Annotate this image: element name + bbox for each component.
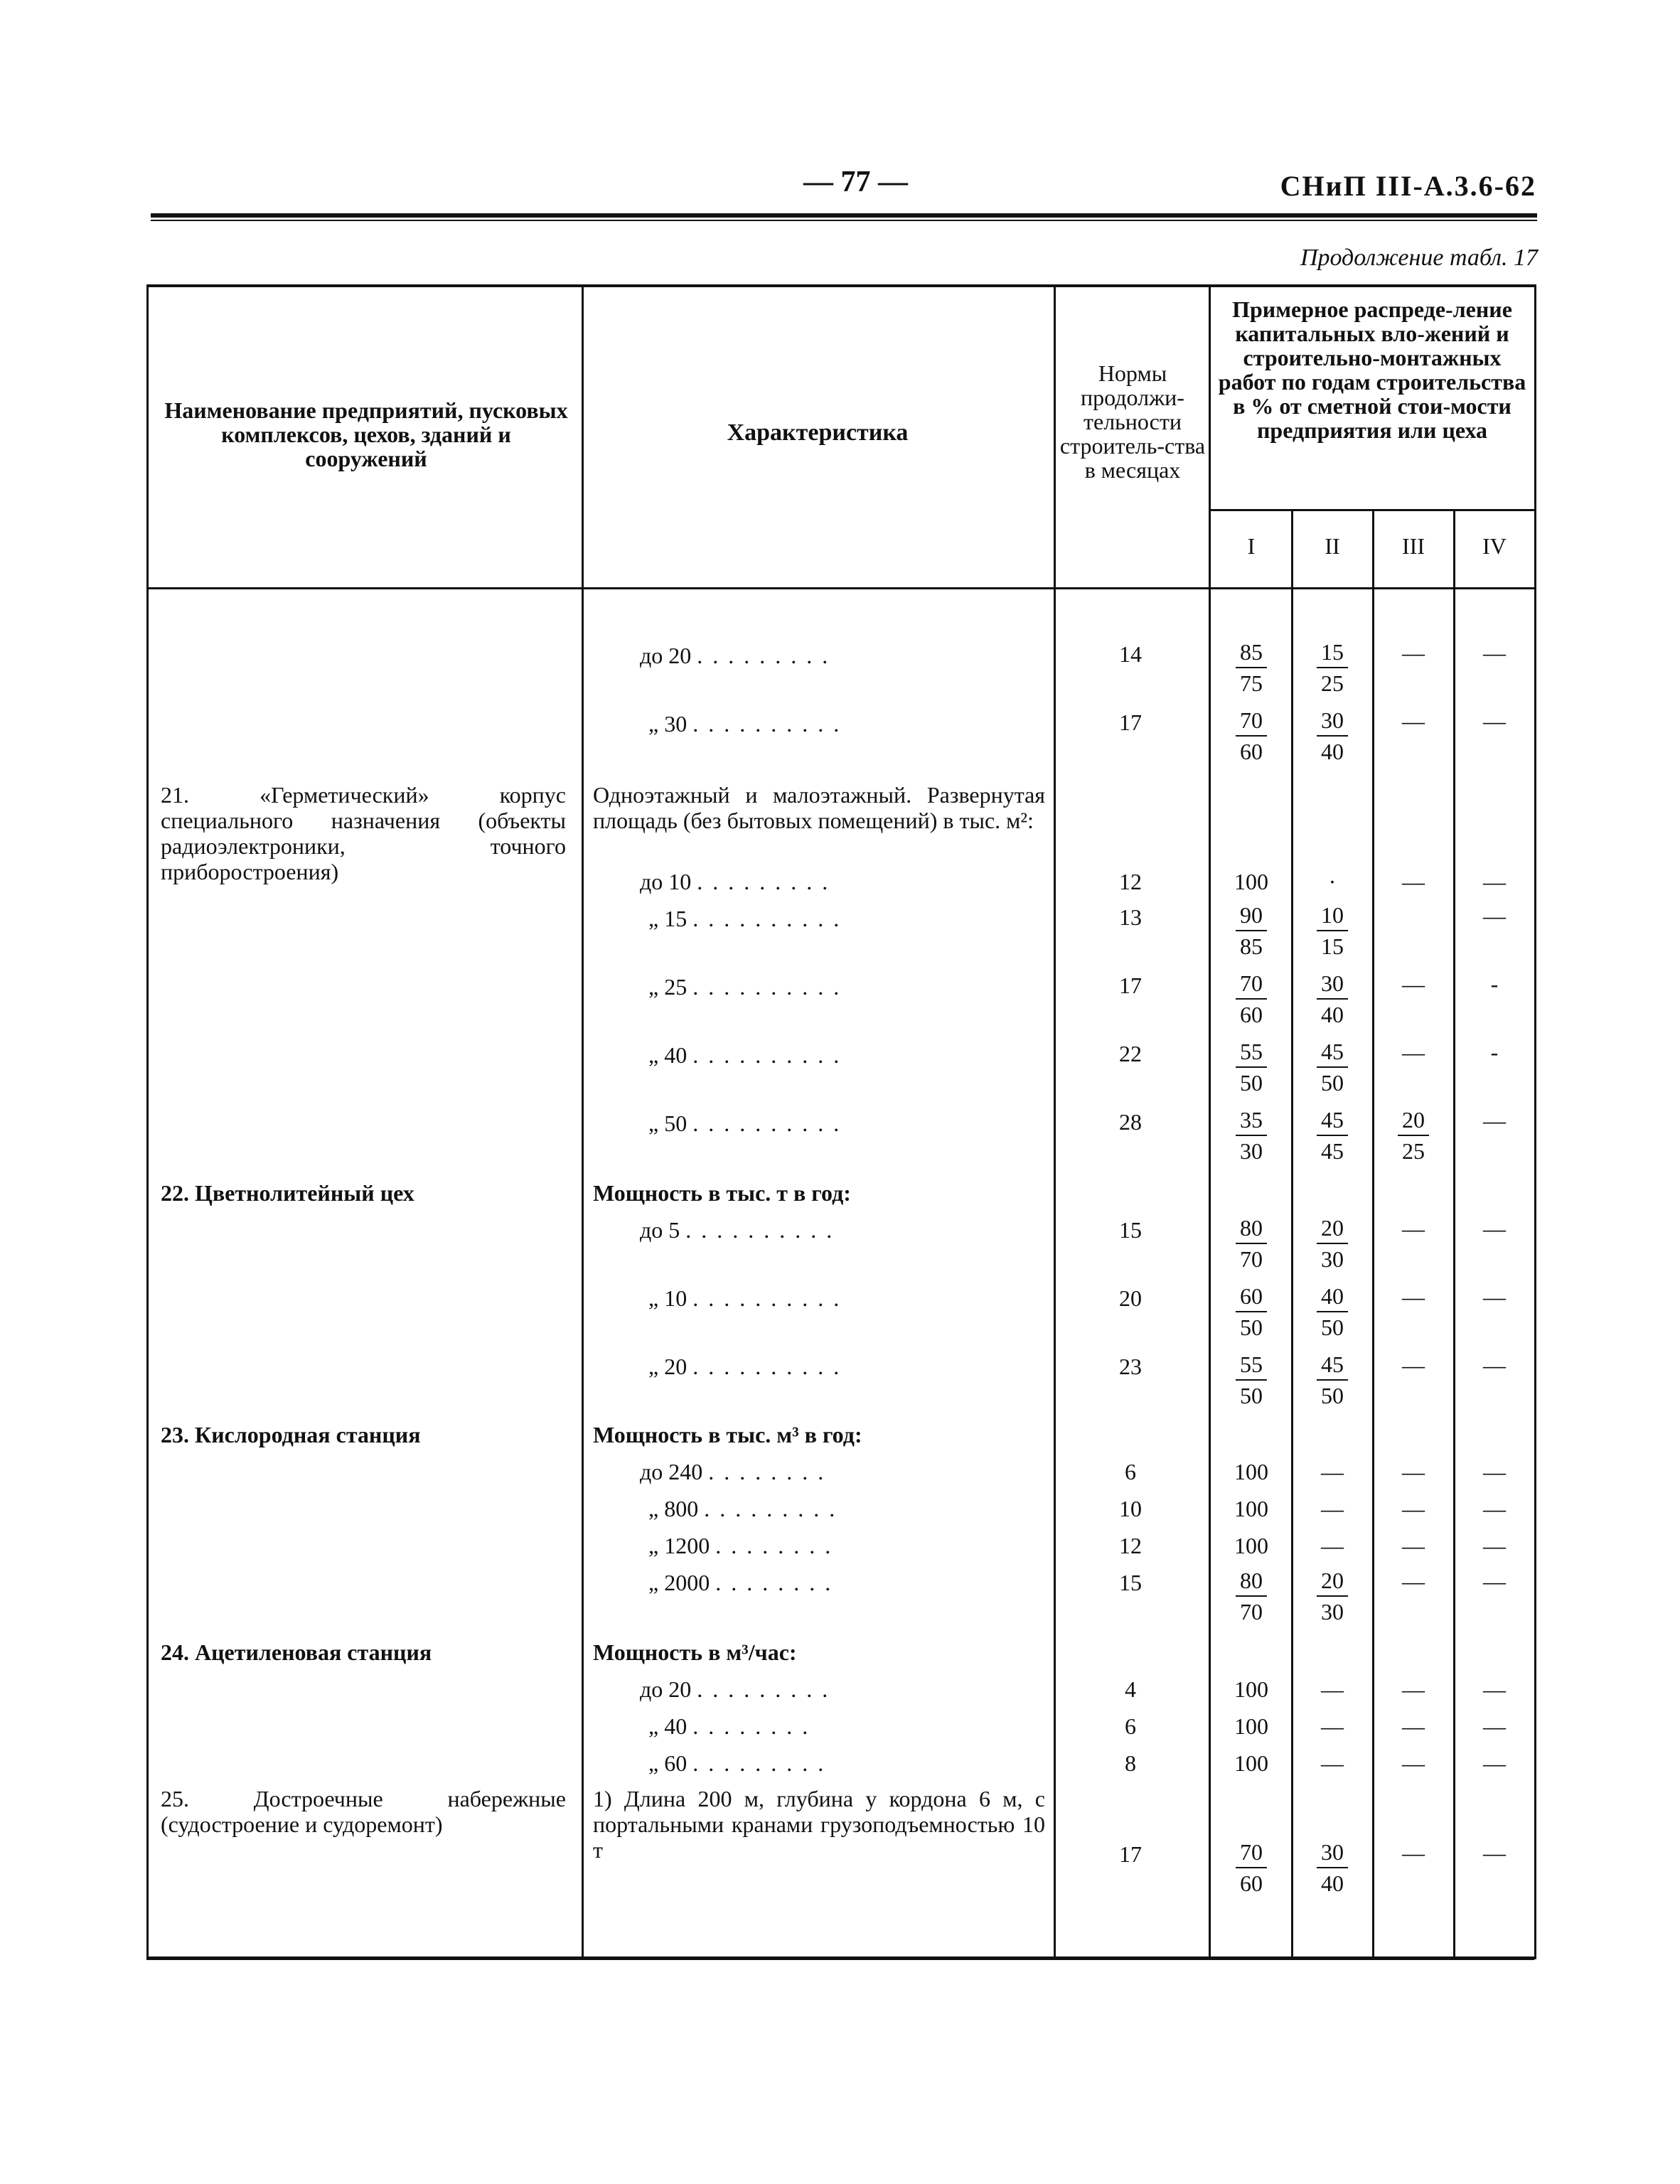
- year1-fraction: $\frac{70}{60}$: [1216, 1837, 1287, 1898]
- year4-value: —: [1483, 1840, 1506, 1866]
- year1-fraction: $\frac{55}{50}$: [1216, 1037, 1287, 1098]
- norm-value: 17: [1119, 1841, 1142, 1867]
- header-year-2: II: [1325, 533, 1340, 559]
- year4-value: —: [1483, 1750, 1506, 1776]
- char-header: Одноэтажный и малоэтажный. Развернутая площадь (без бытовых помещений) в тыс. м²:: [593, 782, 1045, 833]
- year3-value: —: [1402, 1352, 1425, 1378]
- header-year-4: IV: [1482, 533, 1507, 559]
- year3-value: —: [1402, 1496, 1425, 1521]
- year4-value: —: [1483, 1713, 1506, 1739]
- year4-value: —: [1483, 708, 1506, 734]
- year1-fraction: $\frac{80}{70}$: [1216, 1213, 1287, 1274]
- norm-value: 8: [1125, 1750, 1136, 1776]
- year4-value: —: [1483, 903, 1506, 928]
- char-row: до 240 ........: [640, 1459, 834, 1484]
- char-row: „ 1200 ........: [648, 1533, 841, 1558]
- year4-value: —: [1483, 1284, 1506, 1310]
- char-row: „ 800 .........: [648, 1496, 845, 1521]
- header-norms: Нормы продолжи-тельности строитель-ства в месяцах: [1059, 360, 1206, 483]
- header-name: Наименование предприятий, пусковых комплексов, цехов, зданий и сооружений: [164, 397, 568, 471]
- year2-value: —: [1321, 1750, 1344, 1776]
- item-name: 25. Достроечные набережные (судостроение и судоремонт): [161, 1786, 566, 1837]
- year2-value: —: [1321, 1713, 1344, 1739]
- year1-value: 100: [1234, 1459, 1268, 1484]
- year1-value: 100: [1234, 869, 1268, 894]
- year3-fraction: $\frac{20}{25}$: [1378, 1105, 1449, 1166]
- year2-value: —: [1321, 1459, 1344, 1484]
- year2-fraction: $\frac{20}{30}$: [1297, 1565, 1368, 1627]
- year2-value: —: [1321, 1496, 1344, 1521]
- col-divider-norms: [1209, 284, 1211, 1959]
- year2-fraction: $\frac{45}{50}$: [1297, 1349, 1368, 1410]
- item-name: 21. «Герметический» корпус специального назначения (объекты радиоэлектроники, точного приборостроения): [161, 782, 566, 884]
- col-divider-y3: [1453, 509, 1455, 1959]
- year2-fraction: $\frac{30}{40}$: [1297, 968, 1368, 1029]
- col-divider-char: [1054, 284, 1056, 1959]
- year3-value: —: [1402, 1533, 1425, 1558]
- year2-fraction: $\frac{30}{40}$: [1297, 705, 1368, 766]
- year1-value: 100: [1234, 1750, 1268, 1776]
- norm-value: 15: [1119, 1217, 1142, 1243]
- header-characteristic: Характеристика: [727, 419, 909, 446]
- year3-value: —: [1402, 1568, 1425, 1594]
- header-rule-thin: [151, 220, 1537, 221]
- norm-value: 17: [1119, 710, 1142, 735]
- char-row: „ 15 ..........: [648, 906, 850, 931]
- year1-fraction: $\frac{80}{70}$: [1216, 1565, 1287, 1627]
- year4-value: —: [1483, 1216, 1506, 1241]
- norm-value: 23: [1119, 1354, 1142, 1379]
- year2-fraction: $\frac{40}{50}$: [1297, 1281, 1368, 1342]
- norm-value: 14: [1119, 641, 1142, 667]
- table-header-bottom-border: [146, 587, 1534, 589]
- char-row: „ 2000 ........: [648, 1570, 841, 1595]
- year-header-top-border: [1209, 509, 1534, 511]
- year1-value: 100: [1234, 1533, 1268, 1558]
- year4-value: —: [1483, 1533, 1506, 1558]
- year3-value: —: [1402, 708, 1425, 734]
- year1-fraction: $\frac{70}{60}$: [1216, 705, 1287, 766]
- year3-value: —: [1402, 1216, 1425, 1241]
- year4-value: -: [1490, 971, 1499, 997]
- header-distribution: Примерное распреде-ление капитальных вло-жений и строительно-монтажных работ по годам строительства в % от сметной стои-мости предприятия или цеха: [1218, 296, 1526, 443]
- char-header: Мощность в тыс. м³ в год:: [593, 1422, 862, 1447]
- item-name: 24. Ацетиленовая станция: [161, 1639, 432, 1665]
- year2-value: —: [1321, 1533, 1344, 1558]
- year2-fraction: $\frac{15}{25}$: [1297, 637, 1368, 698]
- year2-fraction: $\frac{30}{40}$: [1297, 1837, 1368, 1898]
- norm-value: 20: [1119, 1285, 1142, 1311]
- char-header: Мощность в м³/час:: [593, 1639, 797, 1665]
- year1-fraction: $\frac{60}{50}$: [1216, 1281, 1287, 1342]
- year2-fraction: $\frac{20}{30}$: [1297, 1213, 1368, 1274]
- year4-value: -: [1490, 1039, 1499, 1065]
- year2-value: —: [1321, 1676, 1344, 1702]
- year2-fraction: $\frac{45}{50}$: [1297, 1037, 1368, 1098]
- year3-value: —: [1402, 971, 1425, 997]
- year2-fraction: $\frac{45}{45}$: [1297, 1105, 1368, 1166]
- year3-value: —: [1402, 1713, 1425, 1739]
- char-row: „ 25 ..........: [648, 974, 850, 1000]
- header-rule-thick: [151, 213, 1537, 218]
- item-name: 22. Цветнолитейный цех: [161, 1180, 414, 1206]
- year2-value: ·: [1328, 869, 1337, 894]
- year4-value: —: [1483, 869, 1506, 894]
- year3-value: —: [1402, 1676, 1425, 1702]
- char-row: до 20 .........: [640, 643, 838, 668]
- year4-value: —: [1483, 1568, 1506, 1594]
- norm-value: 12: [1119, 869, 1142, 894]
- year1-value: 100: [1234, 1713, 1268, 1739]
- table-top-border: [146, 284, 1534, 287]
- year1-fraction: $\frac{85}{75}$: [1216, 637, 1287, 698]
- year4-value: —: [1483, 1459, 1506, 1484]
- char-row: до 10 .........: [640, 869, 838, 894]
- year3-value: —: [1402, 1284, 1425, 1310]
- col-divider-left: [146, 284, 149, 1959]
- header-year-3: III: [1402, 533, 1425, 559]
- char-row: „ 10 ..........: [648, 1285, 850, 1311]
- page-number: — 77 —: [803, 166, 908, 198]
- item-name: 23. Кислородная станция: [161, 1422, 421, 1447]
- year3-value: —: [1402, 1750, 1425, 1776]
- year1-fraction: $\frac{55}{50}$: [1216, 1349, 1287, 1410]
- year4-value: —: [1483, 1676, 1506, 1702]
- year4-value: —: [1483, 1108, 1506, 1133]
- norm-value: 15: [1119, 1570, 1142, 1595]
- header-year-1: I: [1247, 533, 1256, 559]
- year3-value: —: [1402, 1459, 1425, 1484]
- year3-value: —: [1402, 640, 1425, 665]
- norm-value: 28: [1119, 1109, 1142, 1135]
- year1-value: 100: [1234, 1496, 1268, 1521]
- norm-value: 6: [1125, 1459, 1136, 1484]
- char-header: 1) Длина 200 м, глубина у кордона 6 м, с портальными кранами грузоподъемностью 10 т: [593, 1786, 1045, 1863]
- char-row: „ 40 ........: [648, 1713, 818, 1739]
- year1-fraction: $\frac{70}{60}$: [1216, 968, 1287, 1029]
- char-row: „ 30 ..........: [648, 711, 850, 737]
- year3-value: —: [1402, 1840, 1425, 1866]
- year4-value: —: [1483, 640, 1506, 665]
- char-row: „ 40 ..........: [648, 1042, 850, 1068]
- year2-fraction: $\frac{10}{15}$: [1297, 900, 1368, 961]
- year3-value: —: [1402, 869, 1425, 894]
- char-row: до 5 ..........: [640, 1217, 842, 1243]
- norm-value: 12: [1119, 1533, 1142, 1558]
- year1-fraction: $\frac{35}{30}$: [1216, 1105, 1287, 1166]
- norm-value: 17: [1119, 973, 1142, 998]
- norm-value: 10: [1119, 1496, 1142, 1521]
- norm-value: 22: [1119, 1041, 1142, 1066]
- char-row: до 20 .........: [640, 1676, 838, 1702]
- year4-value: —: [1483, 1352, 1506, 1378]
- char-row: „ 20 ..........: [648, 1354, 850, 1379]
- norm-value: 4: [1125, 1676, 1136, 1702]
- year1-fraction: $\frac{90}{85}$: [1216, 900, 1287, 961]
- year1-value: 100: [1234, 1676, 1268, 1702]
- document-id: СНиП III-А.3.6-62: [1280, 170, 1536, 202]
- col-divider-name: [582, 284, 584, 1959]
- col-divider-y2: [1372, 509, 1374, 1959]
- col-divider-right: [1534, 284, 1536, 1959]
- table-continuation-label: Продолжение табл. 17: [1300, 245, 1538, 271]
- year4-value: —: [1483, 1496, 1506, 1521]
- table-bottom-border: [146, 1956, 1534, 1960]
- char-row: „ 60 .........: [648, 1750, 834, 1776]
- char-header: Мощность в тыс. т в год:: [593, 1180, 851, 1206]
- norm-value: 6: [1125, 1713, 1136, 1739]
- norm-value: 13: [1119, 904, 1142, 930]
- year3-value: —: [1402, 1039, 1425, 1065]
- char-row: „ 50 ..........: [648, 1110, 850, 1136]
- col-divider-y1: [1291, 509, 1293, 1959]
